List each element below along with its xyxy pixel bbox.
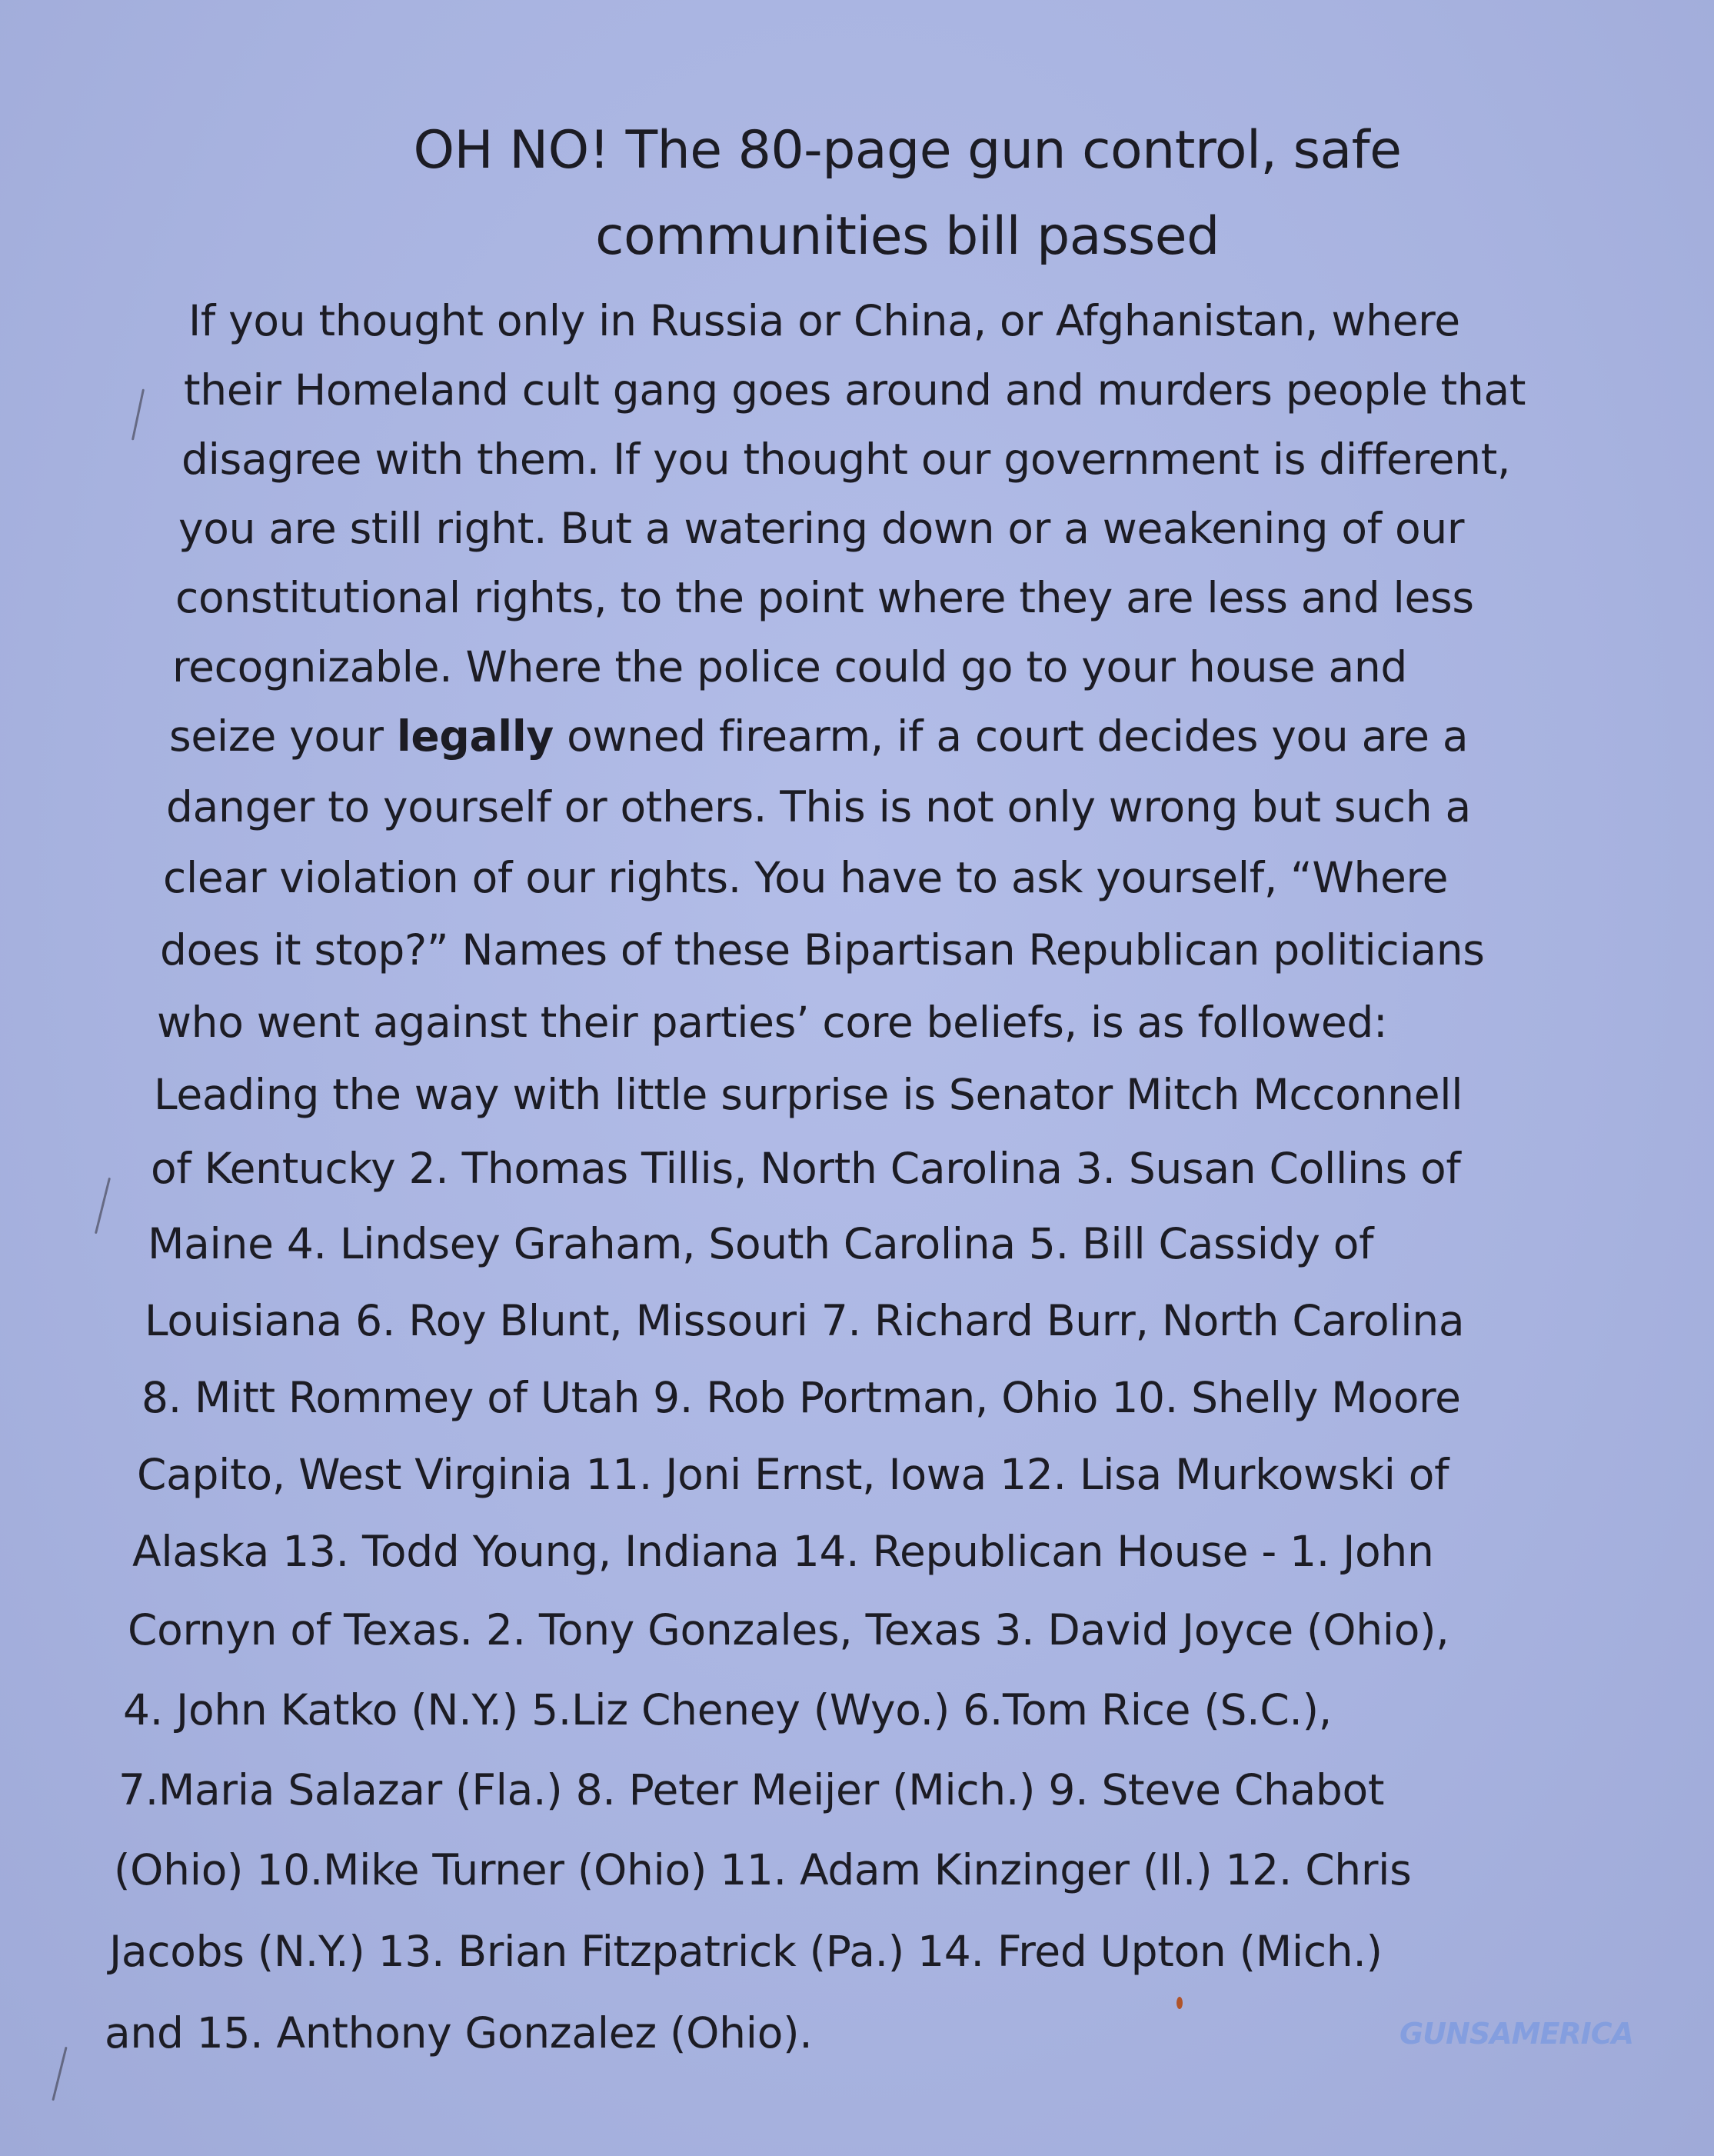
body-line: (Ohio) 10.Mike Turner (Ohio) 11. Adam Kinzinger (Il.) 12. Chris <box>114 1845 1412 1894</box>
body-line: Louisiana 6. Roy Blunt, Missouri 7. Richard Burr, North Carolina <box>145 1296 1465 1345</box>
body-line: and 15. Anthony Gonzalez (Ohio). <box>105 2008 813 2058</box>
body-line: recognizable. Where the police could go to your house and <box>172 642 1408 691</box>
body-line: clear violation of our rights. You have to ask yourself, “Where <box>163 853 1449 902</box>
body-line: Cornyn of Texas. 2. Tony Gonzales, Texas 3. David Joyce (Ohio), <box>128 1605 1449 1654</box>
body-line <box>169 711 1468 761</box>
body-line: their Homeland cult gang goes around and murders people that <box>184 365 1526 415</box>
pen-mark <box>131 388 145 440</box>
body-line: constitutional rights, to the point where they are less and less <box>175 573 1474 622</box>
watermark-logo: GUNSAMERICA <box>1399 2017 1634 2051</box>
pen-mark <box>52 2047 67 2101</box>
body-line: of Kentucky 2. Thomas Tillis, North Carolina 3. Susan Collins of <box>151 1144 1461 1193</box>
page-title <box>231 108 1584 280</box>
body-line: Capito, West Virginia 11. Joni Ernst, Iowa 12. Lisa Murkowski of <box>137 1450 1449 1499</box>
body-line: Maine 4. Lindsey Graham, South Carolina 5. Bill Cassidy of <box>148 1219 1374 1268</box>
body-line: Jacobs (N.Y.) 13. Brian Fitzpatrick (Pa.) 14. Fred Upton (Mich.) <box>109 1927 1383 1976</box>
title-line-2: communities bill passed <box>595 206 1220 267</box>
body-text-segment: seize your <box>169 711 397 761</box>
body-text-segment: owned firearm, if a court decides you are a <box>553 711 1469 761</box>
body-line: 7.Maria Salazar (Fla.) 8. Peter Meijer (Mich.) 9. Steve Chabot <box>118 1765 1385 1814</box>
body-line: If you thought only in Russia or China, or Afghanistan, where <box>188 296 1460 345</box>
pen-mark <box>95 1178 111 1234</box>
body-line: Alaska 13. Todd Young, Indiana 14. Republican House - 1. John <box>132 1527 1434 1576</box>
ink-speck <box>1177 1997 1183 2009</box>
body-line: 4. John Katko (N.Y.) 5.Liz Cheney (Wyo.) 6.Tom Rice (S.C.), <box>123 1685 1332 1734</box>
emphasis-legally: legally <box>396 711 554 761</box>
body-line: does it stop?” Names of these Bipartisan Republican politicians <box>160 925 1485 975</box>
body-line: disagree with them. If you thought our government is different, <box>181 435 1511 484</box>
title-line-1: OH NO! The 80-page gun control, safe <box>413 120 1402 181</box>
body-line: 8. Mitt Rommey of Utah 9. Rob Portman, Ohio 10. Shelly Moore <box>141 1373 1461 1422</box>
body-line: Leading the way with little surprise is Senator Mitch Mcconnell <box>154 1070 1463 1119</box>
body-line: you are still right. But a watering down or a weakening of our <box>178 504 1465 553</box>
body-line: who went against their parties’ core beliefs, is as followed: <box>157 998 1388 1047</box>
body-line: danger to yourself or others. This is not only wrong but such a <box>166 782 1471 831</box>
